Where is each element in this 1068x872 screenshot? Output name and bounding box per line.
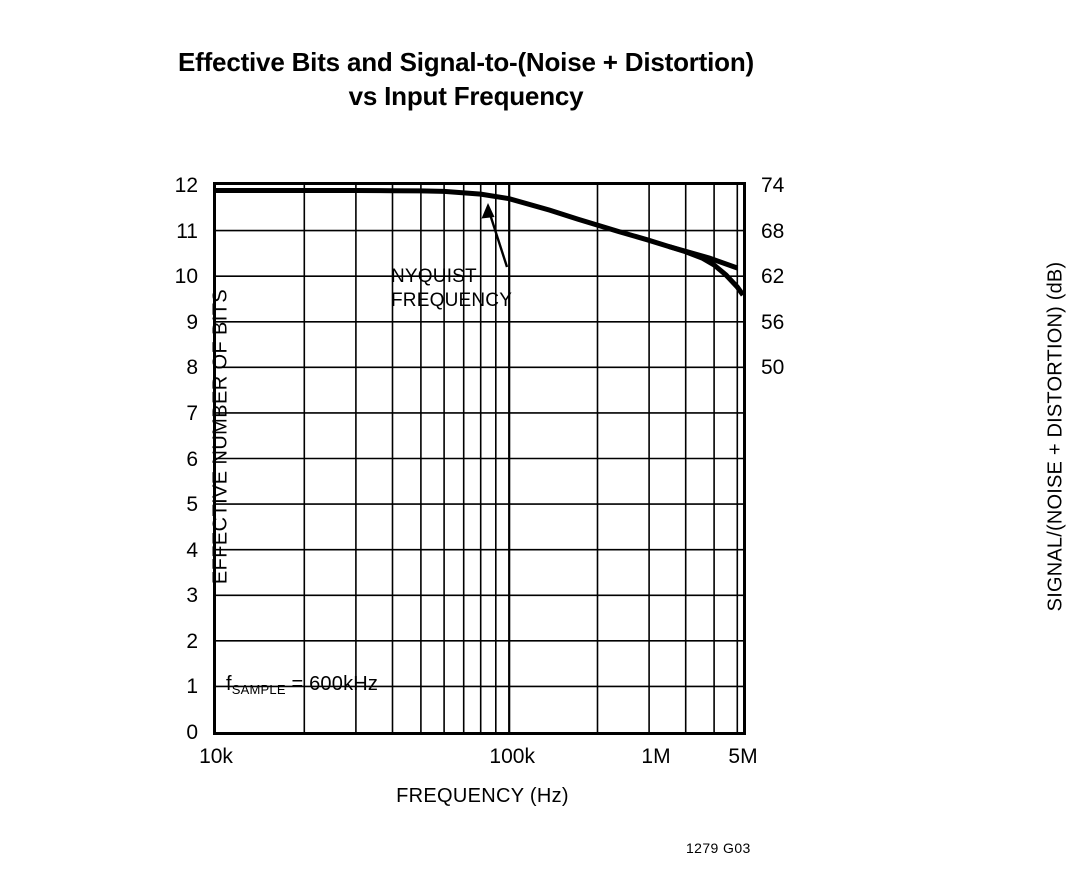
y-tick-left-9: 9: [186, 310, 198, 334]
nyquist-arrow: [482, 203, 508, 267]
y-tick-left-0: 0: [186, 721, 198, 744]
title-line-1: Effective Bits and Signal-to-(Noise + Distortion): [178, 47, 754, 77]
x-tick-100k: 100k: [489, 745, 535, 768]
plot-area: [174, 174, 1067, 807]
nyquist-annotation-line-2: FREQUENCY: [391, 290, 513, 312]
y-tick-left-10: 10: [174, 265, 198, 289]
fsample-subscript: SAMPLE: [231, 682, 286, 697]
y-tick-left-1: 1: [186, 675, 198, 699]
nyquist-frequency-annotation: [391, 265, 581, 314]
y-tick-left-6: 6: [186, 447, 198, 471]
page-title: [0, 45, 932, 114]
y-tick-left-8: 8: [186, 356, 198, 380]
fsample-annotation: [226, 672, 378, 698]
figure-id: 1279 G03: [686, 840, 751, 856]
y-tick-left-5: 5: [186, 493, 198, 517]
title-line-2: vs Input Frequency: [348, 81, 584, 112]
y-tick-left-2: 2: [186, 629, 198, 653]
y-axis-label-left: EFFECTIVE NUMBER OF BITS: [209, 288, 232, 585]
y-tick-left-11: 11: [176, 219, 198, 243]
y-tick-left-7: 7: [186, 401, 198, 425]
y-tick-right-62: 62: [761, 265, 785, 289]
y-tick-right-50: 50: [761, 356, 785, 380]
x-tick-5M: 5M: [728, 745, 758, 768]
y-axis-label-right: SIGNAL/(NOISE + DISTORTION) (dB): [1044, 261, 1067, 612]
x-axis-label: FREQUENCY (Hz): [396, 785, 569, 807]
y-tick-right-56: 56: [761, 310, 785, 334]
data-curve: [216, 191, 737, 269]
y-tick-left-12: 12: [174, 174, 198, 197]
nyquist-annotation-line-1: NYQUIST: [391, 266, 477, 287]
y-tick-right-68: 68: [761, 219, 785, 243]
x-tick-10k: 10k: [199, 745, 233, 768]
fsample-suffix: = 600kHz: [285, 673, 379, 695]
x-tick-1M: 1M: [641, 745, 671, 768]
y-tick-right-74: 74: [761, 174, 785, 197]
data-curve-extension: [669, 247, 743, 296]
fsample-prefix: f: [226, 673, 232, 695]
y-tick-left-4: 4: [186, 538, 198, 562]
y-tick-left-3: 3: [186, 584, 198, 608]
